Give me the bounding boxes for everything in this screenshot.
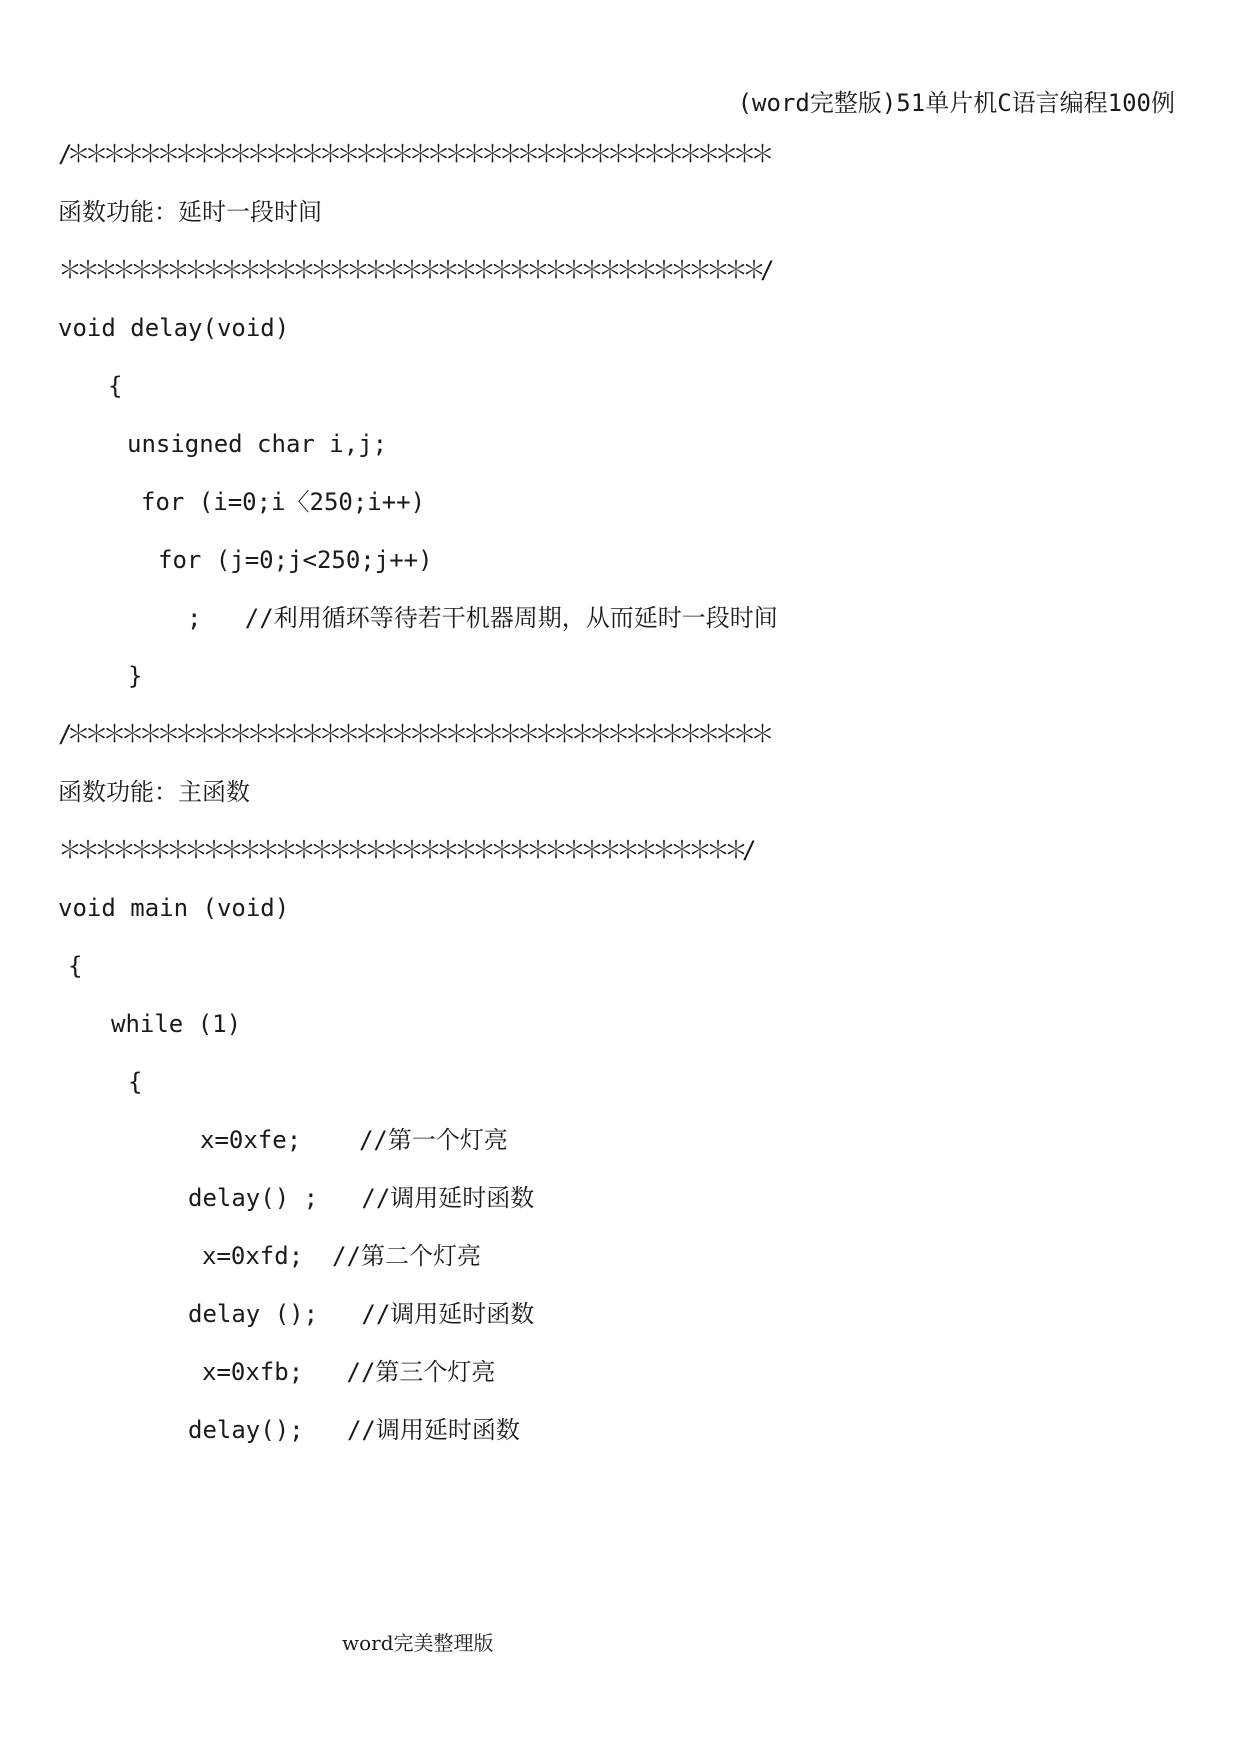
code-assign-fb: x=0xfb; //第三个灯亮 bbox=[202, 1358, 496, 1386]
comment-border-bottom-1: ＊＊＊＊＊＊＊＊＊＊＊＊＊＊＊＊＊＊＊＊＊＊＊＊＊＊＊＊＊＊＊＊＊＊＊＊＊＊＊/ bbox=[58, 256, 769, 284]
code-assign-fe: x=0xfe; //第一个灯亮 bbox=[200, 1126, 508, 1154]
page-footer: word完美整理版 bbox=[342, 1631, 494, 1655]
code-delay-call-3: delay(); //调用延时函数 bbox=[188, 1416, 520, 1444]
code-delay-signature: void delay(void) bbox=[58, 314, 290, 342]
code-empty-statement-comment: ; //利用循环等待若干机器周期，从而延时一段时间 bbox=[187, 604, 778, 632]
comment-function-main: 函数功能：主函数 bbox=[58, 778, 250, 806]
comment-function-delay: 函数功能：延时一段时间 bbox=[58, 198, 322, 226]
code-open-brace-3: { bbox=[128, 1068, 143, 1096]
code-close-brace-1: } bbox=[128, 662, 143, 690]
code-for-loop-j: for (j=0;j<250;j++) bbox=[158, 546, 433, 574]
code-var-declaration: unsigned char i,j; bbox=[127, 430, 388, 458]
page-header: (word完整版)51单片机C语言编程100例 bbox=[737, 89, 1175, 117]
comment-border-top-2: /＊＊＊＊＊＊＊＊＊＊＊＊＊＊＊＊＊＊＊＊＊＊＊＊＊＊＊＊＊＊＊＊＊＊＊＊＊＊＊ bbox=[58, 720, 769, 748]
code-open-brace-1: { bbox=[108, 372, 123, 400]
code-open-brace-2: { bbox=[68, 952, 83, 980]
code-delay-call-2: delay (); //调用延时函数 bbox=[188, 1300, 535, 1328]
code-while-loop: while (1) bbox=[111, 1010, 242, 1038]
code-assign-fd: x=0xfd; //第二个灯亮 bbox=[202, 1242, 481, 1270]
code-delay-call-1: delay() ; //调用延时函数 bbox=[188, 1184, 535, 1212]
code-for-loop-i: for (i=0;i〈250;i++) bbox=[141, 488, 426, 516]
comment-border-top-1: /＊＊＊＊＊＊＊＊＊＊＊＊＊＊＊＊＊＊＊＊＊＊＊＊＊＊＊＊＊＊＊＊＊＊＊＊＊＊＊ bbox=[58, 140, 769, 168]
code-main-signature: void main (void) bbox=[58, 894, 290, 922]
comment-border-bottom-2: ＊＊＊＊＊＊＊＊＊＊＊＊＊＊＊＊＊＊＊＊＊＊＊＊＊＊＊＊＊＊＊＊＊＊＊＊＊＊/ bbox=[58, 836, 751, 864]
